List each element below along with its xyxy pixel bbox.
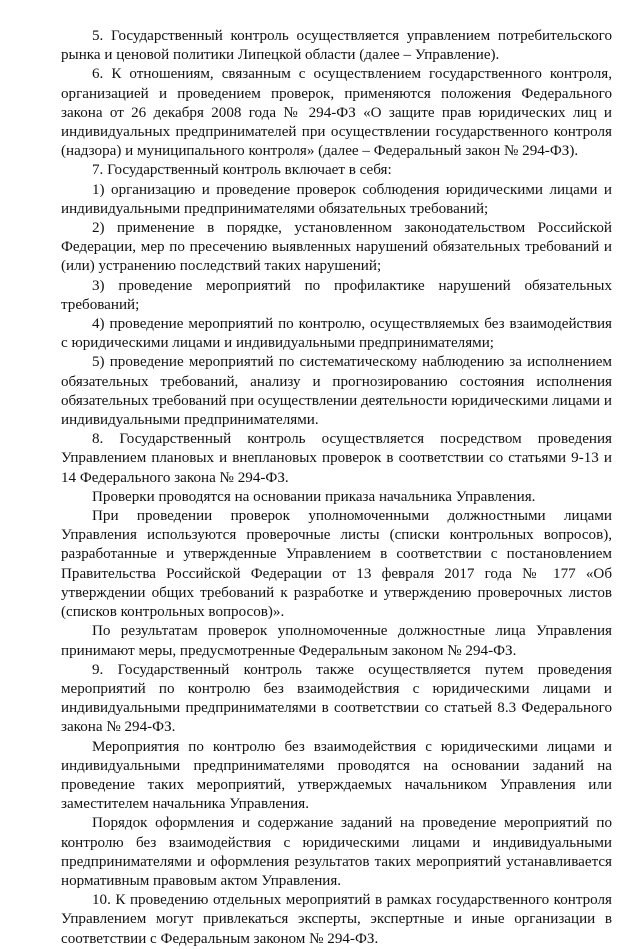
paragraph-9: 9. Государственный контроль также осуществляется путем проведения мероприятий по контролю без взаимодействия с юридическими лицами и индивидуальными предпринимателями в соответствии со статьей 8.3 Федерального закона № 294-ФЗ. <box>61 661 612 736</box>
paragraph-7: 7. Государственный контроль включает в себя: <box>92 162 392 179</box>
list-item-7-5: 5) проведение мероприятий по систематическому наблюдению за исполнением обязательных требований, анализу и прогнозированию состояния исполнения обязательных требований при осуществлении деятельности юридическими лицами и индивидуальными предпринимателями. <box>61 354 612 429</box>
paragraph-8-results: По результатам проверок уполномоченные должностные лица Управления принимают меры, предусмотренные Федеральным законом № 294-ФЗ. <box>61 623 612 659</box>
paragraph-9-procedure: Порядок оформления и содержание заданий на проведение мероприятий по контролю без взаимодействия с юридическими лицами и индивидуальными предпринимателями и оформления результатов таких мероприятий устанавливается нормативным правовым актом Управления. <box>61 815 612 889</box>
paragraph-9-tasks: Мероприятия по контролю без взаимодействия с юридическими лицами и индивидуальными предпринимателями проводятся на основании заданий на проведение таких мероприятий, утверждаемых начальником Управления или заместителем начальника Управления. <box>61 738 612 813</box>
paragraph-8-checklists: При проведении проверок уполномоченными должностными лицами Управления используются проверочные листы (списки контрольных вопросов), разработанные и утвержденные Управлением в соответствии с постановлением Правительства Российской Федерации от 13 февраля 2017 года № 177 «Об утверждении общих требований к разработке и утверждению проверочных листов (списков контрольных вопросов)». <box>61 508 612 621</box>
paragraph-10: 10. К проведению отдельных мероприятий в рамках государственного контроля Управлением могут привлекаться эксперты, экспертные и иные организации в соответствии с Федеральным законом № 294-ФЗ. <box>61 892 612 947</box>
paragraph-5: 5. Государственный контроль осуществляется управлением потребительского рынка и ценовой политики Липецкой области (далее – Управление). <box>61 28 612 64</box>
list-item-7-1: 1) организацию и проведение проверок соблюдения юридическими лицами и индивидуальными предпринимателями обязательных требований; <box>61 181 612 217</box>
paragraph-8-orders: Проверки проводятся на основании приказа начальника Управления. <box>92 488 536 505</box>
paragraph-6: 6. К отношениям, связанным с осуществлением государственного контроля, организацией и проведением проверок, применяются положения Федерального закона от 26 декабря 2008 года № 294-ФЗ «О защите прав юридических лиц и индивидуальных предпринимателей при осуществлении государственного контроля (надзора) и муниципального контроля» (далее – Федеральный закон № 294-ФЗ). <box>61 66 612 160</box>
list-item-7-2: 2) применение в порядке, установленном законодательством Российской Федерации, мер по пресечению выявленных нарушений обязательных требований и (или) устранению последствий таких нарушений; <box>61 220 612 275</box>
list-item-7-4: 4) проведение мероприятий по контролю, осуществляемых без взаимодействия с юридическими лицами и индивидуальными предпринимателями; <box>61 316 612 352</box>
list-item-7-3: 3) проведение мероприятий по профилактике нарушений обязательных требований; <box>61 277 612 313</box>
paragraph-8: 8. Государственный контроль осуществляется посредством проведения Управлением плановых и внеплановых проверок в соответствии со статьями 9-13 и 14 Федерального закона № 294-ФЗ. <box>61 431 612 486</box>
